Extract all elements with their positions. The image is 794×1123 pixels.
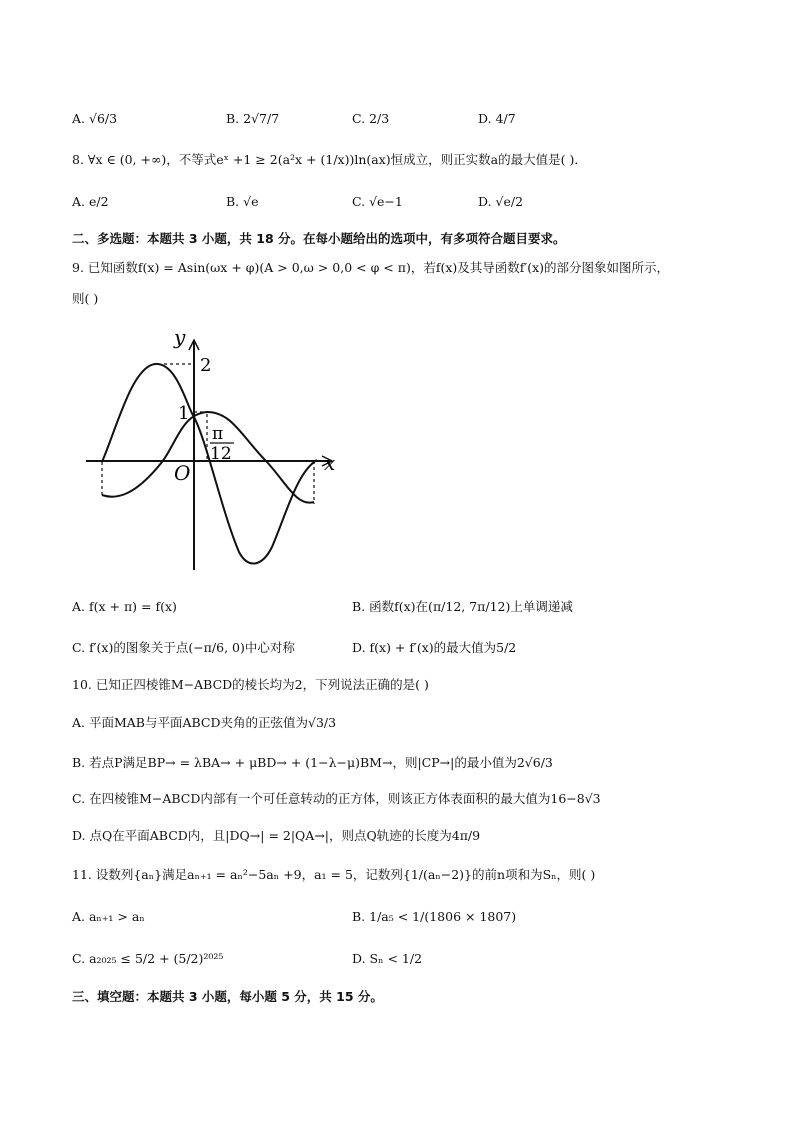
q7-option-d[interactable]: D. 4/7: [478, 111, 516, 126]
q9-option-a[interactable]: A. f(x + π) = f(x): [72, 599, 177, 614]
q7-option-b[interactable]: B. 2√7/7: [226, 111, 280, 126]
q10-stem: 10. 已知正四棱锥M−ABCD的棱长均为2，下列说法正确的是( ): [72, 677, 429, 692]
q9-option-c[interactable]: C. f′(x)的图象关于点(−π/6, 0)中心对称: [72, 640, 295, 655]
section2-heading: 二、多选题：本题共 3 小题，共 18 分。在每小题给出的选项中，有多项符合题目要求。: [72, 231, 566, 246]
q11-option-b[interactable]: B. 1/a₅ < 1/(1806 × 1807): [352, 909, 517, 924]
label-pi: π: [212, 424, 224, 444]
section3-heading: 三、填空题：本题共 3 小题，每小题 5 分，共 15 分。: [72, 989, 383, 1004]
q11-stem: 11. 设数列{aₙ}满足aₙ₊₁ = aₙ²−5aₙ +9，a₁ = 5，记数列{1/(aₙ−2)}的前n项和为Sₙ，则( ): [72, 867, 596, 882]
q11-option-c[interactable]: C. a₂₀₂₅ ≤ 5/2 + (5/2)²⁰²⁵: [72, 951, 224, 966]
q8-option-c[interactable]: C. √e−1: [352, 194, 403, 209]
q9-stem-line1: 9. 已知函数f(x) = Asin(ωx + φ)(A > 0,ω > 0,0 < φ < π)，若f(x)及其导函数f′(x)的部分图象如图所示，: [72, 260, 670, 275]
q10-option-b[interactable]: B. 若点P满足BP→ = λBA→ + μBD→ + (1−λ−μ)BM→，则|CP→|的最小值为2√6/3: [72, 755, 553, 770]
q9-function-graph: [82, 322, 354, 574]
q8-option-a[interactable]: A. e/2: [72, 194, 109, 209]
q8-option-d[interactable]: D. √e/2: [478, 194, 524, 209]
q8-option-b[interactable]: B. √e: [226, 194, 259, 209]
label-twelve: 12: [210, 444, 232, 464]
q7-option-a[interactable]: A. √6/3: [72, 111, 118, 126]
q10-option-a[interactable]: A. 平面MAB与平面ABCD夹角的正弦值为√3/3: [72, 715, 337, 730]
q10-option-c[interactable]: C. 在四棱锥M−ABCD内部有一个可任意转动的正方体，则该正方体表面积的最大值为16−8√3: [72, 791, 601, 806]
q7-option-c[interactable]: C. 2/3: [352, 111, 390, 126]
q11-option-d[interactable]: D. Sₙ < 1/2: [352, 951, 423, 966]
x-axis-label: x: [324, 451, 336, 475]
q8-stem: 8. ∀x ∈ (0, +∞)，不等式eˣ +1 ≥ 2(a²x + (1/x))ln(ax)恒成立，则正实数a的最大值是( )．: [72, 152, 587, 167]
q11-option-a[interactable]: A. aₙ₊₁ > aₙ: [72, 909, 145, 924]
origin-label: O: [174, 461, 191, 485]
q9-stem-line2: 则( ): [72, 291, 99, 306]
label-two: 2: [200, 355, 212, 376]
label-one: 1: [178, 403, 190, 424]
q9-option-d[interactable]: D. f(x) + f′(x)的最大值为5/2: [352, 640, 517, 655]
y-axis-label: y: [174, 325, 186, 349]
q10-option-d[interactable]: D. 点Q在平面ABCD内，且|DQ→| = 2|QA→|，则点Q轨迹的长度为4π/9: [72, 828, 481, 843]
q9-option-b[interactable]: B. 函数f(x)在(π/12, 7π/12)上单调递减: [352, 599, 573, 614]
